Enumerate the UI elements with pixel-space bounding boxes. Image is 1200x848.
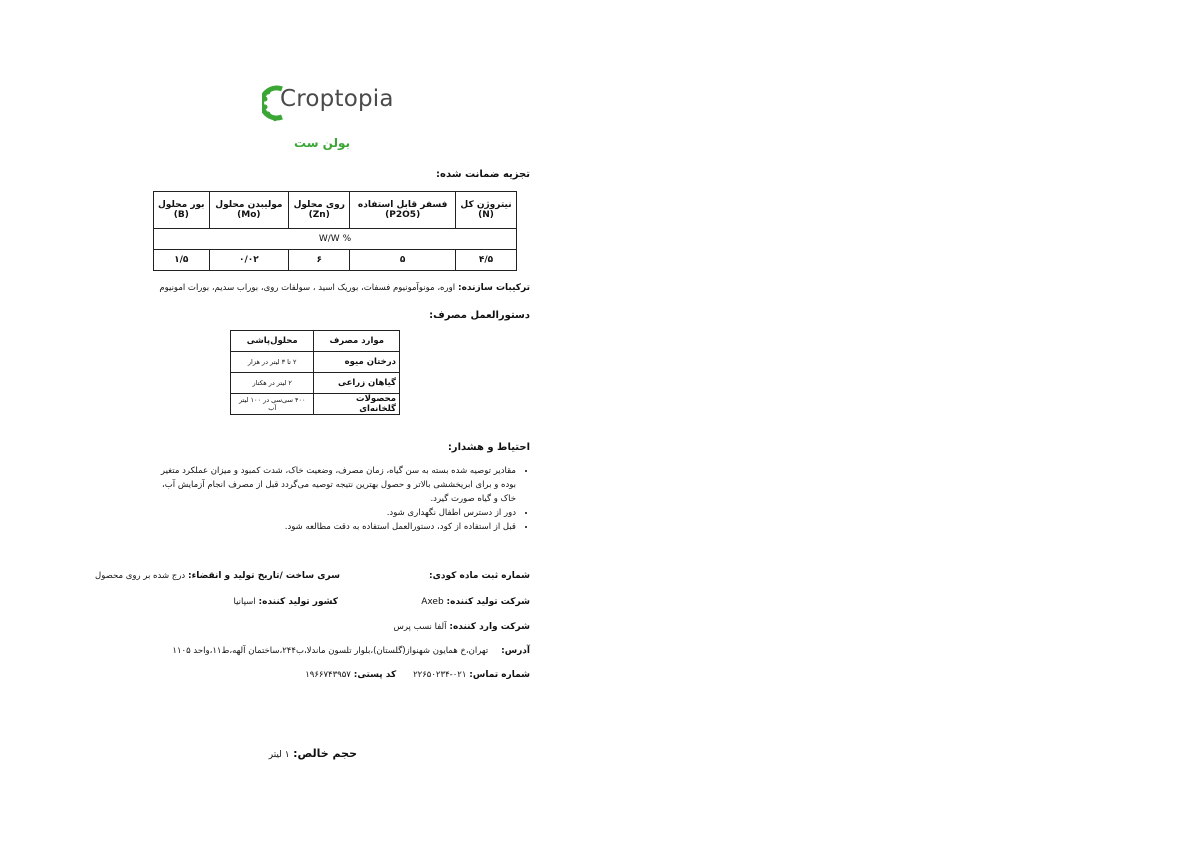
- postal-value: ۱۹۶۶۷۴۳۹۵۷: [305, 670, 351, 680]
- address: [172, 646, 530, 656]
- warning-item: • دور از دسترس اطفال نگهداری شود.: [150, 506, 516, 520]
- ingredients-label: ترکیبات سازنده:: [457, 283, 530, 293]
- batch-value: درج شده بر روی محصول: [95, 571, 186, 581]
- usage-heading: دستورالعمل مصرف:: [429, 310, 530, 321]
- country-label: کشور تولید کننده:: [258, 597, 338, 607]
- volume-label: حجم خالص:: [293, 747, 357, 760]
- registration-label: شماره ثبت ماده کودی:: [429, 571, 530, 581]
- volume-value: ۱ لیتر: [268, 750, 290, 760]
- guaranteed-analysis-table: [153, 191, 517, 271]
- address-label: آدرس:: [501, 646, 530, 656]
- manufacturer-value: Axeb: [421, 597, 444, 607]
- contact: [305, 670, 530, 680]
- manufacturer: [421, 597, 530, 607]
- address-value: تهران،خ همایون شهنواز(گلستان)،بلوار تلسون ماندلا،ب۲۴۴،ساختمان آلهه،ط۱۱،واحد ۱۱۰۵: [172, 646, 489, 656]
- net-volume: [269, 747, 357, 760]
- analysis-unit: W/W %: [154, 229, 517, 250]
- brand-logo: [262, 82, 394, 122]
- analysis-header-phosphorus: فسفر قابل استفاده (P2O5): [350, 192, 456, 229]
- batch-label: سری ساخت /تاریخ تولید و انقضاء:: [188, 571, 340, 581]
- usage-crop-greenhouse: محصولات گلخانه‌ای: [314, 394, 400, 415]
- manufacturer-country: [234, 597, 339, 607]
- analysis-value-boron: ۱/۵: [154, 250, 210, 271]
- phone-value: ۰۲۱-۲۲۶۵۰۲۳۴: [413, 670, 467, 680]
- warning-item: • مقادیر توصیه شده بسته به سن گیاه، زمان مصرف، وضعیت خاک، شدت کمبود و میزان عملکرد متغیر بوده و برای ابریخششی بالاتر و حصول بهترین نتیجه توصیه می‌گردد قبل از مصرف انجام آزمایش آب، خاک و گیاه صورت گیرد.: [150, 464, 516, 506]
- analysis-header-zinc: روی محلول (Zn): [289, 192, 350, 229]
- ingredients: [159, 283, 530, 293]
- analysis-header-boron: بور محلول (B): [154, 192, 210, 229]
- warnings-heading: احتیاط و هشدار:: [447, 442, 530, 453]
- registration-number: [429, 571, 530, 581]
- usage-crop-field-crops: گیاهان زراعی: [314, 373, 400, 394]
- postal-label: کد پستی:: [353, 670, 397, 680]
- country-value: اسپانیا: [233, 597, 256, 607]
- warnings-list: [150, 464, 530, 534]
- importer-value: آلفا نسب پرس: [393, 622, 447, 632]
- usage-dose-fruit-trees: ۲ تا ۳ لیتر در هزار: [231, 352, 314, 373]
- usage-header-crop: موارد مصرف: [314, 331, 400, 352]
- usage-crop-fruit-trees: درختان میوه: [314, 352, 400, 373]
- analysis-header-molybdenum: مولیبدن محلول (Mo): [209, 192, 289, 229]
- usage-dose-field-crops: ۲ لیتر در هکتار: [231, 373, 314, 394]
- usage-header-method: محلول‌پاشی: [231, 331, 314, 352]
- usage-table: [230, 330, 400, 415]
- analysis-header-nitrogen: نیتروژن کل (N): [456, 192, 517, 229]
- usage-dose-greenhouse: ۴۰۰ سی‌سی در ۱۰۰ لیتر آب: [231, 394, 314, 415]
- manufacturer-label: شرکت تولید کننده:: [446, 597, 530, 607]
- batch-info: [95, 571, 340, 581]
- warning-item: • قبل از استفاده از کود، دستورالعمل استفاده به دقت مطالعه شود.: [150, 520, 516, 534]
- analysis-value-nitrogen: ۴/۵: [456, 250, 517, 271]
- analysis-value-zinc: ۶: [289, 250, 350, 271]
- phone-label: شماره تماس:: [469, 670, 530, 680]
- product-name: بولن ست: [294, 136, 351, 150]
- importer: [393, 622, 530, 632]
- analysis-value-phosphorus: ۵: [350, 250, 456, 271]
- importer-label: شرکت وارد کننده:: [449, 622, 530, 632]
- logo-wordmark: Croptopia: [280, 86, 394, 112]
- ingredients-text: اوره، مونوآمونیوم فسفات، بوریک اسید ، سولفات روی، بوراب سدیم، بورات امونیوم: [159, 283, 456, 293]
- analysis-value-molybdenum: ۰/۰۲: [209, 250, 289, 271]
- guaranteed-analysis-heading: تجزیه ضمانت شده:: [436, 169, 530, 180]
